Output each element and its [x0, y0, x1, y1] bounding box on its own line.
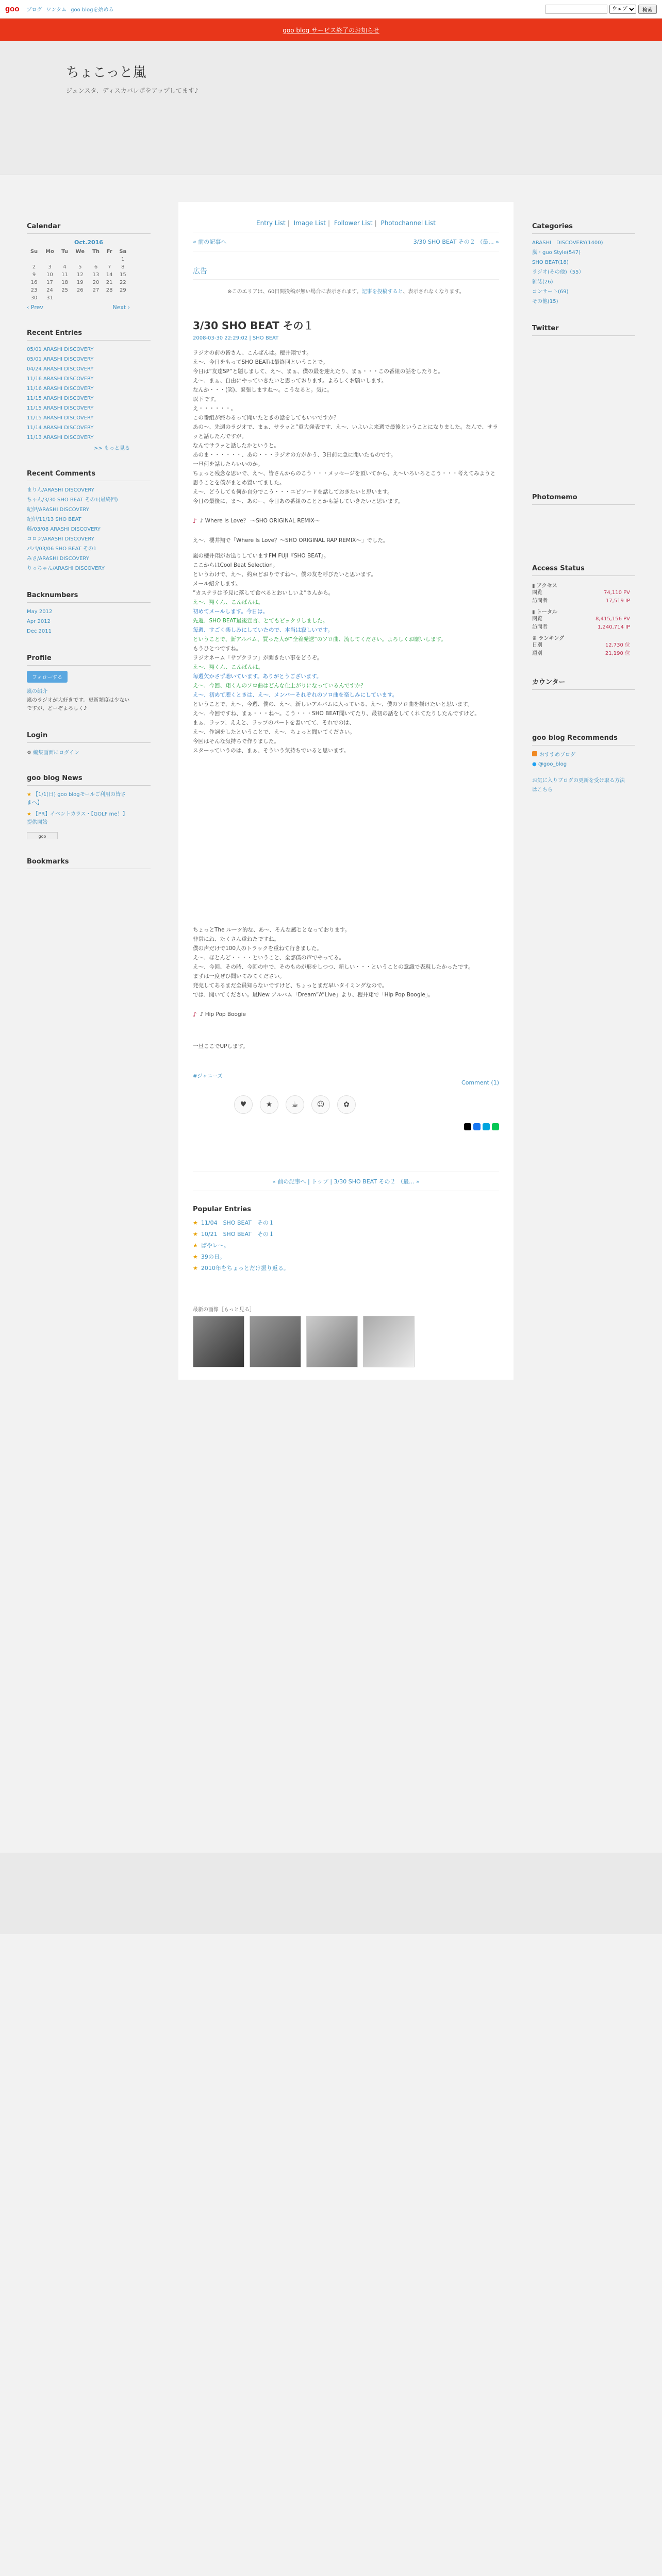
stat-value: 17,519 IP — [605, 598, 630, 604]
stat-label: 週別 — [532, 651, 542, 656]
service-notice-link[interactable]: goo blog サービス終了のお知らせ — [283, 26, 379, 34]
post-paragraph: え～、今回、その時、今回の中で、そのものが形をしつつ、新しい・・・ということの意識で表現したかったです。 — [193, 964, 474, 970]
stat-row — [532, 641, 630, 650]
calendar-day[interactable]: 9 — [32, 272, 36, 278]
post-paragraph: 今日は”友達SP”と題しまして、え～、まぁ、僕の最を迎えたり、まぁ・・・この番組の話をしたりと。 — [193, 368, 443, 375]
post-paragraph: メール紹介します。 — [193, 581, 241, 587]
calendar-day[interactable]: 10 — [46, 272, 53, 278]
calendar-day[interactable]: 20 — [92, 280, 100, 285]
popular-entry[interactable] — [193, 1263, 499, 1274]
post-paragraph: ”カステラは予見に落して食べるとおいしいよ”さんから。 — [193, 590, 334, 596]
latest-images — [193, 1316, 499, 1367]
post-paragraph: 先週、SHO BEAT最後宣言、とてもビックリしました。 — [193, 618, 328, 624]
calendar-day[interactable]: 27 — [92, 287, 100, 293]
next-entry-link[interactable]: 3/30 SHO BEAT その２ （最... » — [413, 239, 499, 245]
post-paragraph: スターっていうのは、まぁ、そういう気持ちでいると思います。 — [193, 748, 350, 754]
post-tag[interactable]: #ジャニーズ — [193, 1074, 223, 1079]
calendar-day[interactable]: 11 — [61, 272, 68, 278]
post-paragraph: もうひとつですね。 — [193, 646, 242, 652]
ad-post-link[interactable]: 記事を投稿すると — [361, 289, 403, 295]
stat-label: 閲覧 — [532, 616, 542, 622]
post-paragraph: え～、翔くん、こんばんは。 — [193, 599, 264, 605]
bottom-pager[interactable]: « 前の記事へ | トップ | 3/30 SHO BEAT その２ （最... » — [193, 1172, 499, 1191]
calendar-day[interactable]: 5 — [78, 264, 82, 270]
ad-notice — [193, 280, 499, 302]
rss-icon — [532, 751, 537, 756]
calendar-day[interactable]: 7 — [107, 264, 111, 270]
thumbnail-image[interactable] — [193, 1316, 244, 1367]
popular-entries-list — [193, 1217, 499, 1274]
recent-entry-link[interactable]: 11/16 ARASHI DISCOVERY — [27, 376, 94, 382]
stat-value: 8,415,156 PV — [595, 616, 630, 622]
post-paragraph: ラジオネーム「サブクラフ」が聞きたい事をどうぞ。 — [193, 655, 323, 661]
post-paragraph: では、聞いてください。嵐New アルバム「Dream”A”Live」より、櫻井翔で「Hip Pop Boogie」。 — [193, 992, 434, 998]
topbar-link-start-blog[interactable]: goo blogを始める — [71, 7, 114, 13]
calendar-nav — [27, 304, 130, 311]
stat-value: 21,190 位 — [605, 651, 630, 656]
total-label-text: トータル — [537, 609, 557, 615]
spacer — [193, 1036, 499, 1042]
calendar-day[interactable]: 21 — [106, 280, 113, 285]
calendar-day-header: Mo — [45, 249, 54, 255]
calendar-next-link[interactable]: Next › — [112, 304, 130, 311]
calendar-day-header: Sa — [119, 249, 127, 255]
popular-entry-label: 2010年をちょっとだけ振り返る。 — [201, 1265, 289, 1272]
calendar-day[interactable]: 30 — [30, 295, 38, 301]
access-label-text: アクセス — [537, 583, 557, 589]
bookmarks-heading: Bookmarks — [27, 858, 151, 869]
goo-blog-badge-icon[interactable]: goo — [27, 832, 58, 839]
menu-photochannel-list[interactable]: Photochannel List — [380, 219, 436, 227]
star-icon: ★ — [27, 792, 31, 798]
x-share-icon[interactable] — [464, 1123, 471, 1130]
spacer — [193, 545, 499, 551]
topbar-search — [545, 5, 657, 14]
service-notice-banner — [0, 19, 662, 41]
content-wrapper — [27, 202, 635, 2576]
post-paragraph: 一旦ここでUPします。 — [193, 1043, 249, 1049]
calendar-day — [116, 294, 130, 302]
post-paragraph: ちょっとThe ルーツ的な、あ～、そんな感じとなっております。 — [193, 927, 351, 933]
calendar-day — [58, 256, 71, 263]
calendar-day-header: Tu — [61, 249, 69, 255]
stat-value: 1,240,714 IP — [597, 624, 630, 630]
recent-entry-link[interactable]: 11/15 ARASHI DISCOVERY — [27, 396, 94, 401]
topbar-link-wantam[interactable]: ワンタム — [46, 7, 67, 13]
share-buttons — [193, 1123, 499, 1130]
post-paragraph: ちょっと残念な思いで、え～、皆さんからのこう・・・メッセージを頂いてから、え～いろいろとこう・・・考えてみようと思うことを僕がまとめ置いてました。 — [193, 470, 496, 486]
post-meta: 2008-03-30 22:29:02 | SHO BEAT — [193, 335, 279, 341]
stat-label: 訪問者 — [532, 624, 548, 630]
post-paragraph: というわけで、え～、約束どおりですね～、僕の友を呼びたいと思います。 — [193, 571, 376, 578]
calendar-day[interactable]: 29 — [119, 287, 126, 293]
post-paragraph: 今回はそんな気持ちで作りました。 — [193, 738, 279, 744]
stat-label: 日別 — [532, 642, 542, 648]
blog-title[interactable]: ちょこっと嵐 — [66, 65, 146, 80]
recommend-item[interactable] — [532, 751, 635, 760]
category-link[interactable]: SHO BEAT(18) — [532, 260, 569, 265]
calendar-day[interactable]: 8 — [121, 264, 125, 270]
topbar-links — [27, 5, 114, 13]
popular-entry-label: 39の日。 — [201, 1253, 225, 1260]
post-paragraph: え～、櫻井翔で「Where Is Love？～SHO ORIGINAL RAP REMIX～」でした。 — [193, 537, 389, 544]
recommend-item[interactable] — [532, 760, 635, 769]
search-button[interactable]: 検索 — [638, 5, 657, 14]
post-paragraph: 今日の最後に、ま～、あのー、今日あの番組のこととかも話していきたいと思います。 — [193, 498, 404, 504]
stat-label: 閲覧 — [532, 590, 542, 596]
post-paragraph: え～、どうしても何か自分でこう・・・エピソードを話しておきたいと思います。 — [193, 489, 393, 495]
calendar-day[interactable]: 19 — [76, 280, 84, 285]
facebook-share-icon[interactable] — [473, 1123, 481, 1130]
spacer — [193, 530, 499, 536]
thumbnail-image[interactable] — [250, 1316, 301, 1367]
post-paragraph: ということで、新アルバム、買った人が”全着発送”のソロ曲、流してください。よろしくお願いします。 — [193, 636, 446, 642]
calendar-day[interactable]: 15 — [119, 272, 126, 278]
recent-entry-link[interactable]: 11/15 ARASHI DISCOVERY — [27, 405, 94, 411]
stat-row — [532, 623, 630, 632]
calendar-day — [103, 256, 116, 263]
login-heading: Login — [27, 732, 151, 743]
post-body — [193, 348, 499, 755]
calendar-day — [89, 294, 103, 302]
backnumber-link[interactable]: Apr 2012 — [27, 619, 51, 624]
calendar-day[interactable]: 16 — [30, 280, 38, 285]
post-paragraph: え～、今日をもってSHO BEATは最終回ということで。 — [193, 359, 328, 365]
stat-label: 訪問者 — [532, 598, 548, 604]
popular-entries-heading: Popular Entries — [193, 1206, 251, 1213]
backnumber-link[interactable]: May 2012 — [27, 609, 53, 615]
calendar-heading: Calendar — [27, 223, 151, 234]
rank-label-text: ランキング — [538, 636, 565, 641]
recent-comments-heading: Recent Comments — [27, 470, 151, 481]
calendar-day[interactable]: 13 — [92, 272, 100, 278]
right-sidebar — [532, 202, 635, 795]
recent-comment-link[interactable]: 藤/03/08 ARASHI DISCOVERY — [27, 527, 101, 532]
post-paragraph: なんでサラッと話したかというと。 — [193, 443, 279, 449]
comment-link[interactable]: Comment (1) — [461, 1079, 499, 1086]
calendar-day[interactable]: 23 — [30, 287, 38, 293]
post-paragraph: 僕の声だけで100人のトラックを重ねて行きました。 — [193, 945, 322, 952]
ad-heading: 広告 — [193, 266, 499, 280]
left-sidebar — [27, 202, 151, 874]
category-link[interactable]: 雑誌(26) — [532, 279, 553, 285]
star-icon: ★ — [27, 811, 31, 817]
login-link[interactable]: 編集画面にログイン — [33, 750, 79, 756]
profile-name[interactable]: 嵐の紹介 — [27, 689, 47, 694]
music-note-icon: ♪ — [193, 1011, 197, 1018]
topbar-link-blog[interactable]: ブログ — [26, 7, 42, 13]
recent-comment-link[interactable]: ちゃん/3/30 SHO BEAT その1(最終回) — [27, 497, 118, 503]
post-paragraph: え・・・・・・。 — [193, 405, 236, 412]
music-line — [193, 516, 499, 526]
post-body-continued — [193, 925, 499, 1051]
twitter-widget — [532, 341, 635, 475]
bird-icon: ● — [532, 761, 537, 767]
post-paragraph: え～、作詞をしたということで、え～、ちょっと聞いてください。 — [193, 729, 355, 735]
ad-notice-text: ※このエリアは、60日間投稿が無い場合に表示されます。 — [227, 289, 362, 295]
photomemo-widget — [532, 510, 635, 546]
search-input[interactable] — [545, 5, 607, 14]
calendar-day-header: We — [75, 249, 85, 255]
goo-logo[interactable]: goo — [5, 5, 20, 13]
star-icon: ★ — [193, 1265, 198, 1272]
popular-entry[interactable] — [193, 1217, 499, 1229]
photomemo-heading: Photomemo — [532, 494, 635, 505]
gear-icon: ⚙ — [27, 750, 31, 756]
star-icon: ★ — [193, 1242, 198, 1249]
hatena-share-icon[interactable] — [483, 1123, 490, 1130]
calendar-day[interactable]: 2 — [32, 264, 36, 270]
goo-news-item[interactable]: 【1/1(日) goo blogモールご利用の皆さまへ】 — [27, 792, 126, 806]
calendar-day[interactable]: 22 — [119, 280, 126, 285]
access-label — [532, 581, 635, 589]
calendar-day[interactable]: 1 — [121, 257, 125, 262]
spacer — [193, 999, 499, 1006]
backnumbers-list — [27, 608, 151, 636]
recent-entry-link[interactable]: 11/16 ARASHI DISCOVERY — [27, 386, 94, 392]
calendar-day[interactable]: 12 — [76, 272, 84, 278]
backnumbers-heading: Backnumbers — [27, 591, 151, 603]
line-share-icon[interactable] — [492, 1123, 499, 1130]
post-paragraph: え～、ほとんど・・・・ということ、全部僕の声でやってる。 — [193, 955, 344, 961]
stat-row — [532, 650, 630, 658]
popular-entry-label: 10/21 SHO BEAT その１ — [201, 1231, 274, 1238]
entry-pager — [193, 232, 499, 251]
calendar-day[interactable]: 18 — [61, 280, 68, 285]
star-icon: ★ — [193, 1253, 198, 1260]
rank-label — [532, 634, 635, 641]
post-break-spacer — [193, 755, 499, 925]
recent-entries-more-link[interactable]: >> もっと見る — [94, 446, 130, 451]
calendar-day[interactable]: 31 — [46, 295, 53, 301]
access-rows — [532, 589, 635, 605]
calendar-table — [27, 248, 130, 302]
recent-comment-link[interactable]: 紀伊/ARASHI DISCOVERY — [27, 507, 89, 513]
total-label — [532, 607, 635, 615]
stat-row — [532, 597, 630, 605]
popular-entry[interactable] — [193, 1229, 499, 1240]
calendar-day[interactable]: 25 — [61, 287, 68, 293]
post-paragraph: あの～、先週のラジオで、まぁ、サラッと”重大発表です、え～、いよいよ来週で最後ということになりました。なんで、サラッと話したんですが。 — [193, 424, 498, 439]
counter-widget — [532, 695, 635, 716]
calendar-prev-link[interactable]: ‹ Prev — [27, 304, 43, 311]
post-paragraph: え～、今回ですね、まぁ・・・ね～。こう・・・SHO BEAT聞いてたり、最初の話をしてくれてたりしたんですけど。 — [193, 710, 480, 717]
search-scope-select[interactable] — [609, 5, 636, 14]
music-title: ♪ Hip Pop Boogie — [200, 1011, 246, 1018]
entry-menu: Entry List | Image List | Follower List | Photochannel List — [193, 214, 499, 232]
recommends-heading: goo blog Recommends — [532, 734, 635, 745]
category-link[interactable]: ラジオ(その他)（55） — [532, 269, 584, 275]
calendar-day[interactable]: 17 — [46, 280, 53, 285]
calendar-day[interactable]: 3 — [48, 264, 52, 270]
recent-comment-link[interactable]: コロン/ARASHI DISCOVERY — [27, 536, 94, 542]
post-paragraph: ということで、え～、今週、僕の、え～、新しいアルバムに入っている、え～、僕のソロ曲を掛けたいと思います。 — [193, 701, 473, 707]
goo-news-item[interactable]: 【PR】イベントカラス・【GOLF me！】提供開始 — [27, 811, 128, 825]
recent-entries-heading: Recent Entries — [27, 329, 151, 341]
access-status-heading: Access Status — [532, 565, 635, 576]
follow-button[interactable]: フォローする — [27, 671, 68, 683]
category-link[interactable]: コンサート(69) — [532, 289, 569, 295]
calendar-day-header: Fr — [106, 249, 112, 255]
calendar-day — [41, 256, 58, 263]
recent-comment-link[interactable]: 紀伊/11/13 SHO BEAT — [27, 517, 81, 522]
star-icon: ★ — [193, 1231, 198, 1238]
reaction-tasty-icon[interactable]: ☕ — [286, 1095, 304, 1114]
spacer — [193, 1029, 499, 1036]
calendar-day[interactable]: 24 — [46, 287, 53, 293]
post-paragraph: なんか・・・(笑)、緊張しますね～。こうなると。気に。 — [193, 387, 333, 393]
spacer — [193, 1023, 499, 1029]
calendar-day-header: Su — [30, 249, 38, 255]
spacer — [193, 506, 499, 512]
recent-comments-list — [27, 486, 151, 573]
chart-icon: ▮ — [532, 583, 535, 589]
menu-entry-list[interactable]: Entry List — [256, 219, 286, 227]
menu-image-list[interactable]: Image List — [293, 219, 326, 227]
popular-entry-label: 11/04 SHO BEAT その１ — [201, 1219, 274, 1226]
calendar-day — [58, 294, 71, 302]
post-paragraph: 発売してあるまだ全員知らないですけど、ちょっとまだ早いタイミングなので。 — [193, 982, 388, 989]
counter-heading: カウンター — [532, 676, 635, 690]
category-link[interactable]: その他(15) — [532, 299, 558, 304]
recent-comment-link[interactable]: みさ/ARASHI DISCOVERY — [27, 556, 89, 562]
recent-entry-link[interactable]: 11/13 ARASHI DISCOVERY — [27, 435, 94, 440]
recent-comment-link[interactable]: パパ/03/06 SHO BEAT その1 — [27, 546, 97, 552]
popular-entry[interactable] — [193, 1240, 499, 1251]
reaction-buttons — [234, 1095, 499, 1114]
reaction-great-icon[interactable]: ★ — [260, 1095, 278, 1114]
post-paragraph: え～、翔くん、こんばんは。 — [193, 664, 264, 670]
recent-entries-list — [27, 346, 151, 442]
stat-row — [532, 589, 630, 597]
blog-header — [0, 41, 662, 175]
recent-comment-link[interactable]: まりん/ARASHI DISCOVERY — [27, 487, 94, 493]
rank-rows — [532, 641, 635, 658]
calendar-day — [89, 256, 103, 263]
recommend-item-label: おすすめブログ — [539, 752, 576, 758]
post-paragraph: 一旦何を話したらいいのか。 — [193, 461, 263, 467]
calendar-day — [27, 256, 41, 263]
recommend-item[interactable]: お気に入りブログの更新を受け取る方法はこちら — [532, 778, 625, 793]
calendar-day[interactable]: 14 — [106, 272, 113, 278]
stat-row — [532, 615, 630, 623]
post-paragraph: まずは一度ぜひ聞いてみてください。 — [193, 973, 285, 979]
stat-value: 12,730 位 — [605, 642, 630, 648]
calendar-day[interactable]: 4 — [63, 264, 67, 270]
music-title: ♪ Where Is Love？ ～SHO ORIGINAL REMIX～ — [200, 518, 320, 524]
post-paragraph: え～、まぁ、自由にやっていきたいと思っております。よろしくお願いします。 — [193, 378, 387, 384]
post-paragraph: ここからはCool Beat Selection。 — [193, 562, 278, 568]
top-navigation-bar — [0, 0, 662, 19]
post-paragraph: 毎週欠かさず聴いています。ありがとうございます。 — [193, 673, 322, 680]
calendar-day — [71, 256, 89, 263]
ad-notice-text-2: 、表示されなくなります。 — [403, 289, 465, 295]
star-icon: ★ — [193, 1219, 198, 1226]
recent-entry-link[interactable]: 11/15 ARASHI DISCOVERY — [27, 415, 94, 421]
calendar-day — [71, 294, 89, 302]
post-paragraph: 初めてメールします。今日は。 — [193, 608, 268, 615]
main-content — [178, 202, 514, 1380]
post-paragraph: 非常にね、たくさん重ねたですね。 — [193, 936, 279, 942]
crown-icon: ♛ — [532, 636, 537, 641]
popular-entry-label: ぱやレ～。 — [201, 1242, 229, 1249]
post-paragraph: え～、初めて聴くときは、え～、メンバーそれぞれのソロ曲を楽しみにしています。 — [193, 692, 398, 698]
total-rows — [532, 615, 635, 632]
prev-entry-link[interactable]: « 前の記事へ — [193, 239, 227, 245]
categories-heading: Categories — [532, 223, 635, 234]
category-link[interactable]: ARASHI DISCOVERY(1400) — [532, 240, 603, 246]
recommend-item-label: @goo_blog — [538, 761, 567, 767]
blog-description: ジュンスタ、ディスカバレポをアップしてます♪ — [66, 87, 198, 94]
calendar-day — [103, 294, 116, 302]
post-paragraph: 毎週、すごく楽しみにしていたので、本当は寂しいです。 — [193, 627, 333, 633]
post-paragraph: 以下です。 — [193, 396, 220, 402]
post-paragraph: この番組が終わるって聞いたときの話をしてもいいですか？ — [193, 415, 339, 421]
menu-follower-list[interactable]: Follower List — [334, 219, 373, 227]
goo-news-heading: goo blog News — [27, 774, 151, 786]
music-note-icon: ♪ — [193, 517, 197, 524]
reaction-funny-icon[interactable]: ☺ — [311, 1095, 330, 1114]
chart-icon: ▮ — [532, 609, 535, 615]
recent-entry-link[interactable]: 04/24 ARASHI DISCOVERY — [27, 366, 94, 372]
recent-entry-link[interactable]: 11/14 ARASHI DISCOVERY — [27, 425, 94, 431]
recent-entry-link[interactable]: 05/01 ARASHI DISCOVERY — [27, 347, 94, 352]
latest-images-heading: 最新の画像［もっと見る］ — [193, 1307, 255, 1313]
recent-comment-link[interactable]: りっちゃん/ARASHI DISCOVERY — [27, 566, 105, 571]
reaction-cute-icon[interactable]: ✿ — [337, 1095, 356, 1114]
profile-heading: Profile — [27, 654, 151, 666]
post-title[interactable]: 3/30 SHO BEAT その１ — [193, 319, 314, 332]
reaction-thanks-icon[interactable]: ♥ — [234, 1095, 253, 1114]
backnumber-link[interactable]: Dec 2011 — [27, 629, 52, 634]
post-paragraph: 嵐の櫻井翔がお送りしていますFM FUJI『SHO BEAT』。 — [193, 553, 329, 559]
music-line — [193, 1010, 499, 1019]
post-paragraph: あのま・・・・・・、あの・・・ラジオの方がかう、3日前に急に聞いたものです。 — [193, 452, 396, 458]
stat-value: 74,110 PV — [603, 590, 630, 596]
popular-entry[interactable] — [193, 1251, 499, 1263]
calendar-day[interactable]: 6 — [94, 264, 98, 270]
calendar-day[interactable]: 26 — [76, 287, 84, 293]
categories-list — [532, 239, 635, 306]
thumbnail-image[interactable] — [306, 1316, 358, 1367]
calendar-day[interactable]: 28 — [106, 287, 113, 293]
recent-entry-link[interactable]: 05/01 ARASHI DISCOVERY — [27, 357, 94, 362]
post-paragraph: え～、今回、翔くんのソロ曲はどんな仕上がりになっているんですか？ — [193, 683, 366, 689]
calendar-day-header: Th — [92, 249, 100, 255]
twitter-heading: Twitter — [532, 325, 635, 336]
calendar-month: Oct.2016 — [74, 239, 103, 246]
post-paragraph: まぁ、ラップ、ええと、ラップのパートを書いてて、それでのは、 — [193, 720, 355, 726]
thumbnail-image[interactable] — [363, 1316, 415, 1367]
category-link[interactable]: 嵐・guo Style(547) — [532, 250, 581, 256]
profile-bio: 嵐のラジオが大好きです。更新頻度は少ないですが、どーぞよろしく♪ — [27, 698, 130, 711]
post-paragraph: ラジオの前の皆さん、こんばんは。櫻井翔です。 — [193, 350, 312, 356]
